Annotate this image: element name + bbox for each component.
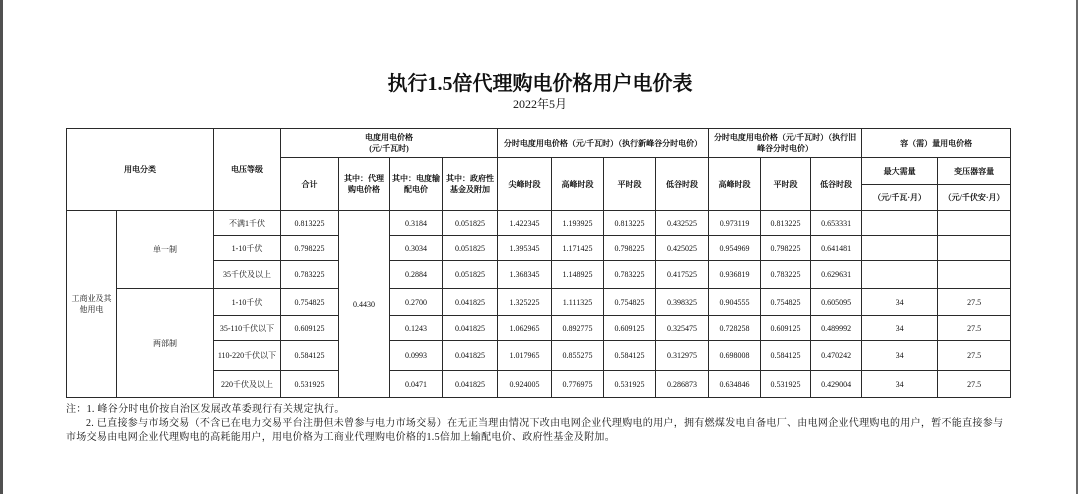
cell-old-flat: 0.531925 [761,371,811,398]
cell-gov-fund: 0.051825 [443,211,498,236]
cell-total: 0.531925 [281,371,339,398]
cell-transformer [938,236,1011,261]
cell-max-demand [862,211,938,236]
table-row [67,211,1011,236]
cell-voltage: 1-10千伏 [214,289,281,316]
cell-old-peak: 0.936819 [709,261,761,289]
cell-transformer [938,261,1011,289]
header-tou-old-group: 分时电度用电价格（元/千瓦时）（执行旧峰谷分时电价） [709,129,862,158]
cell-old-peak: 0.904555 [709,289,761,316]
cell-old-valley: 0.641481 [811,236,862,261]
cell-total: 0.754825 [281,289,339,316]
header-new-valley: 低谷时段 [656,158,709,211]
cell-new-peak: 1.111325 [552,289,604,316]
cell-transmission: 0.3034 [390,236,443,261]
header-energy-price-group [281,129,498,158]
header-capacity-group: 容（需）量用电价格 [862,129,1011,158]
header-voltage: 电压等级 [214,129,281,211]
cell-max-demand [862,261,938,289]
cell-total: 0.798225 [281,236,339,261]
cell-new-valley: 0.286873 [656,371,709,398]
cell-total: 0.813225 [281,211,339,236]
table-row [67,289,1011,316]
cell-voltage: 不满1千伏 [214,211,281,236]
cell-new-flat: 0.609125 [604,316,656,341]
cell-group-single: 单一制 [117,211,214,289]
cell-agency-price: 0.4430 [339,211,390,398]
cell-old-peak: 0.634846 [709,371,761,398]
cell-gov-fund: 0.041825 [443,316,498,341]
cell-new-critical-peak: 1.395345 [498,236,552,261]
cell-total: 0.609125 [281,316,339,341]
document-title: 执行1.5倍代理购电价格用户电价表 [387,73,693,95]
cell-group-two-part: 两部制 [117,289,214,398]
cell-old-valley: 0.470242 [811,341,862,371]
cell-transmission: 0.1243 [390,316,443,341]
cell-voltage: 220千伏及以上 [214,371,281,398]
cell-transmission: 0.3184 [390,211,443,236]
cell-old-valley: 0.629631 [811,261,862,289]
header-new-peak: 高峰时段 [552,158,604,211]
cell-total: 0.783225 [281,261,339,289]
cell-transformer: 27.5 [938,371,1011,398]
cell-voltage: 35千伏及以上 [214,261,281,289]
header-transformer: 变压器容量 [938,158,1011,185]
cell-voltage: 1-10千伏 [214,236,281,261]
cell-old-valley: 0.605095 [811,289,862,316]
cell-max-demand: 34 [862,371,938,398]
header-new-flat: 平时段 [604,158,656,211]
cell-new-critical-peak: 1.325225 [498,289,552,316]
cell-new-valley: 0.312975 [656,341,709,371]
cell-old-peak: 0.973119 [709,211,761,236]
cell-new-flat: 0.783225 [604,261,656,289]
header-tou-new-group: 分时电度用电价格（元/千瓦时）（执行新峰谷分时电价） [498,129,709,158]
cell-max-demand: 34 [862,289,938,316]
cell-old-valley: 0.429004 [811,371,862,398]
notes [66,403,1010,445]
header-transformer-unit: （元/千伏安·月） [938,185,1011,211]
cell-voltage: 110-220千伏以下 [214,341,281,371]
cell-new-peak: 1.193925 [552,211,604,236]
cell-new-peak: 0.855275 [552,341,604,371]
cell-new-critical-peak: 1.368345 [498,261,552,289]
cell-old-flat: 0.609125 [761,316,811,341]
header-new-critical-peak: 尖峰时段 [498,158,552,211]
cell-old-valley: 0.653331 [811,211,862,236]
cell-new-valley: 0.398325 [656,289,709,316]
cell-transmission: 0.2700 [390,289,443,316]
cell-old-flat: 0.754825 [761,289,811,316]
cell-new-valley: 0.432525 [656,211,709,236]
cell-new-critical-peak: 0.924005 [498,371,552,398]
header-gov-fund: 其中：政府性基金及附加 [443,158,498,211]
cell-transmission: 0.2884 [390,261,443,289]
cell-new-peak: 0.892775 [552,316,604,341]
cell-gov-fund: 0.041825 [443,341,498,371]
header-old-flat: 平时段 [761,158,811,211]
header-total: 合计 [281,158,339,211]
cell-max-demand: 34 [862,341,938,371]
cell-new-valley: 0.325475 [656,316,709,341]
note-1: 注：1. 峰谷分时电价按自治区发展改革委现行有关规定执行。 [66,404,345,415]
cell-old-flat: 0.584125 [761,341,811,371]
cell-new-peak: 1.171425 [552,236,604,261]
cell-new-valley: 0.417525 [656,261,709,289]
header-max-demand: 最大需量 [862,158,938,185]
header-old-peak: 高峰时段 [709,158,761,211]
header-category: 用电分类 [67,129,214,211]
cell-new-valley: 0.425025 [656,236,709,261]
header-agency-price: 其中：代理购电价格 [339,158,390,211]
header-energy-price-unit: (元/千瓦时) [369,144,409,153]
cell-max-demand [862,236,938,261]
cell-new-flat: 0.754825 [604,289,656,316]
cell-new-peak: 1.148925 [552,261,604,289]
cell-category: 工商业及其他用电 [67,211,117,398]
cell-voltage: 35-110千伏以下 [214,316,281,341]
cell-new-critical-peak: 1.062965 [498,316,552,341]
cell-gov-fund: 0.051825 [443,236,498,261]
cell-total: 0.584125 [281,341,339,371]
cell-transmission: 0.0471 [390,371,443,398]
cell-transformer [938,211,1011,236]
cell-transmission: 0.0993 [390,341,443,371]
header-old-valley: 低谷时段 [811,158,862,211]
cell-max-demand: 34 [862,316,938,341]
cell-new-flat: 0.531925 [604,371,656,398]
header-transmission-price: 其中：电度输配电价 [390,158,443,211]
cell-old-peak: 0.728258 [709,316,761,341]
cell-old-flat: 0.813225 [761,211,811,236]
cell-new-flat: 0.584125 [604,341,656,371]
cell-gov-fund: 0.041825 [443,371,498,398]
cell-transformer: 27.5 [938,341,1011,371]
cell-gov-fund: 0.041825 [443,289,498,316]
cell-new-peak: 0.776975 [552,371,604,398]
cell-new-flat: 0.798225 [604,236,656,261]
cell-transformer: 27.5 [938,289,1011,316]
cell-gov-fund: 0.051825 [443,261,498,289]
cell-new-critical-peak: 1.422345 [498,211,552,236]
cell-new-flat: 0.813225 [604,211,656,236]
document-subtitle: 2022年5月 [512,97,567,111]
cell-old-valley: 0.489992 [811,316,862,341]
note-2: 2. 已直接参与市场交易（不含已在电力交易平台注册但未曾参与电力市场交易）在无正当理由情况下改由电网企业代理购电的用户，拥有燃煤发电自备电厂、由电网企业代理购电的用户，暂不能直接参与市场交易由电网企业代理购电的高耗能用户，用电价格为工商业代理购电价格的1.5倍加上输配电价、政府性基金及附加。 [66,418,1004,443]
price-table [66,128,1011,398]
header-max-demand-unit: （元/千瓦·月） [862,185,938,211]
header-row [67,129,1011,158]
cell-new-critical-peak: 1.017965 [498,341,552,371]
header-energy-price-label: 电度用电价格 [365,133,413,142]
cell-old-peak: 0.698008 [709,341,761,371]
cell-transformer: 27.5 [938,316,1011,341]
cell-old-flat: 0.798225 [761,236,811,261]
cell-old-peak: 0.954969 [709,236,761,261]
cell-old-flat: 0.783225 [761,261,811,289]
